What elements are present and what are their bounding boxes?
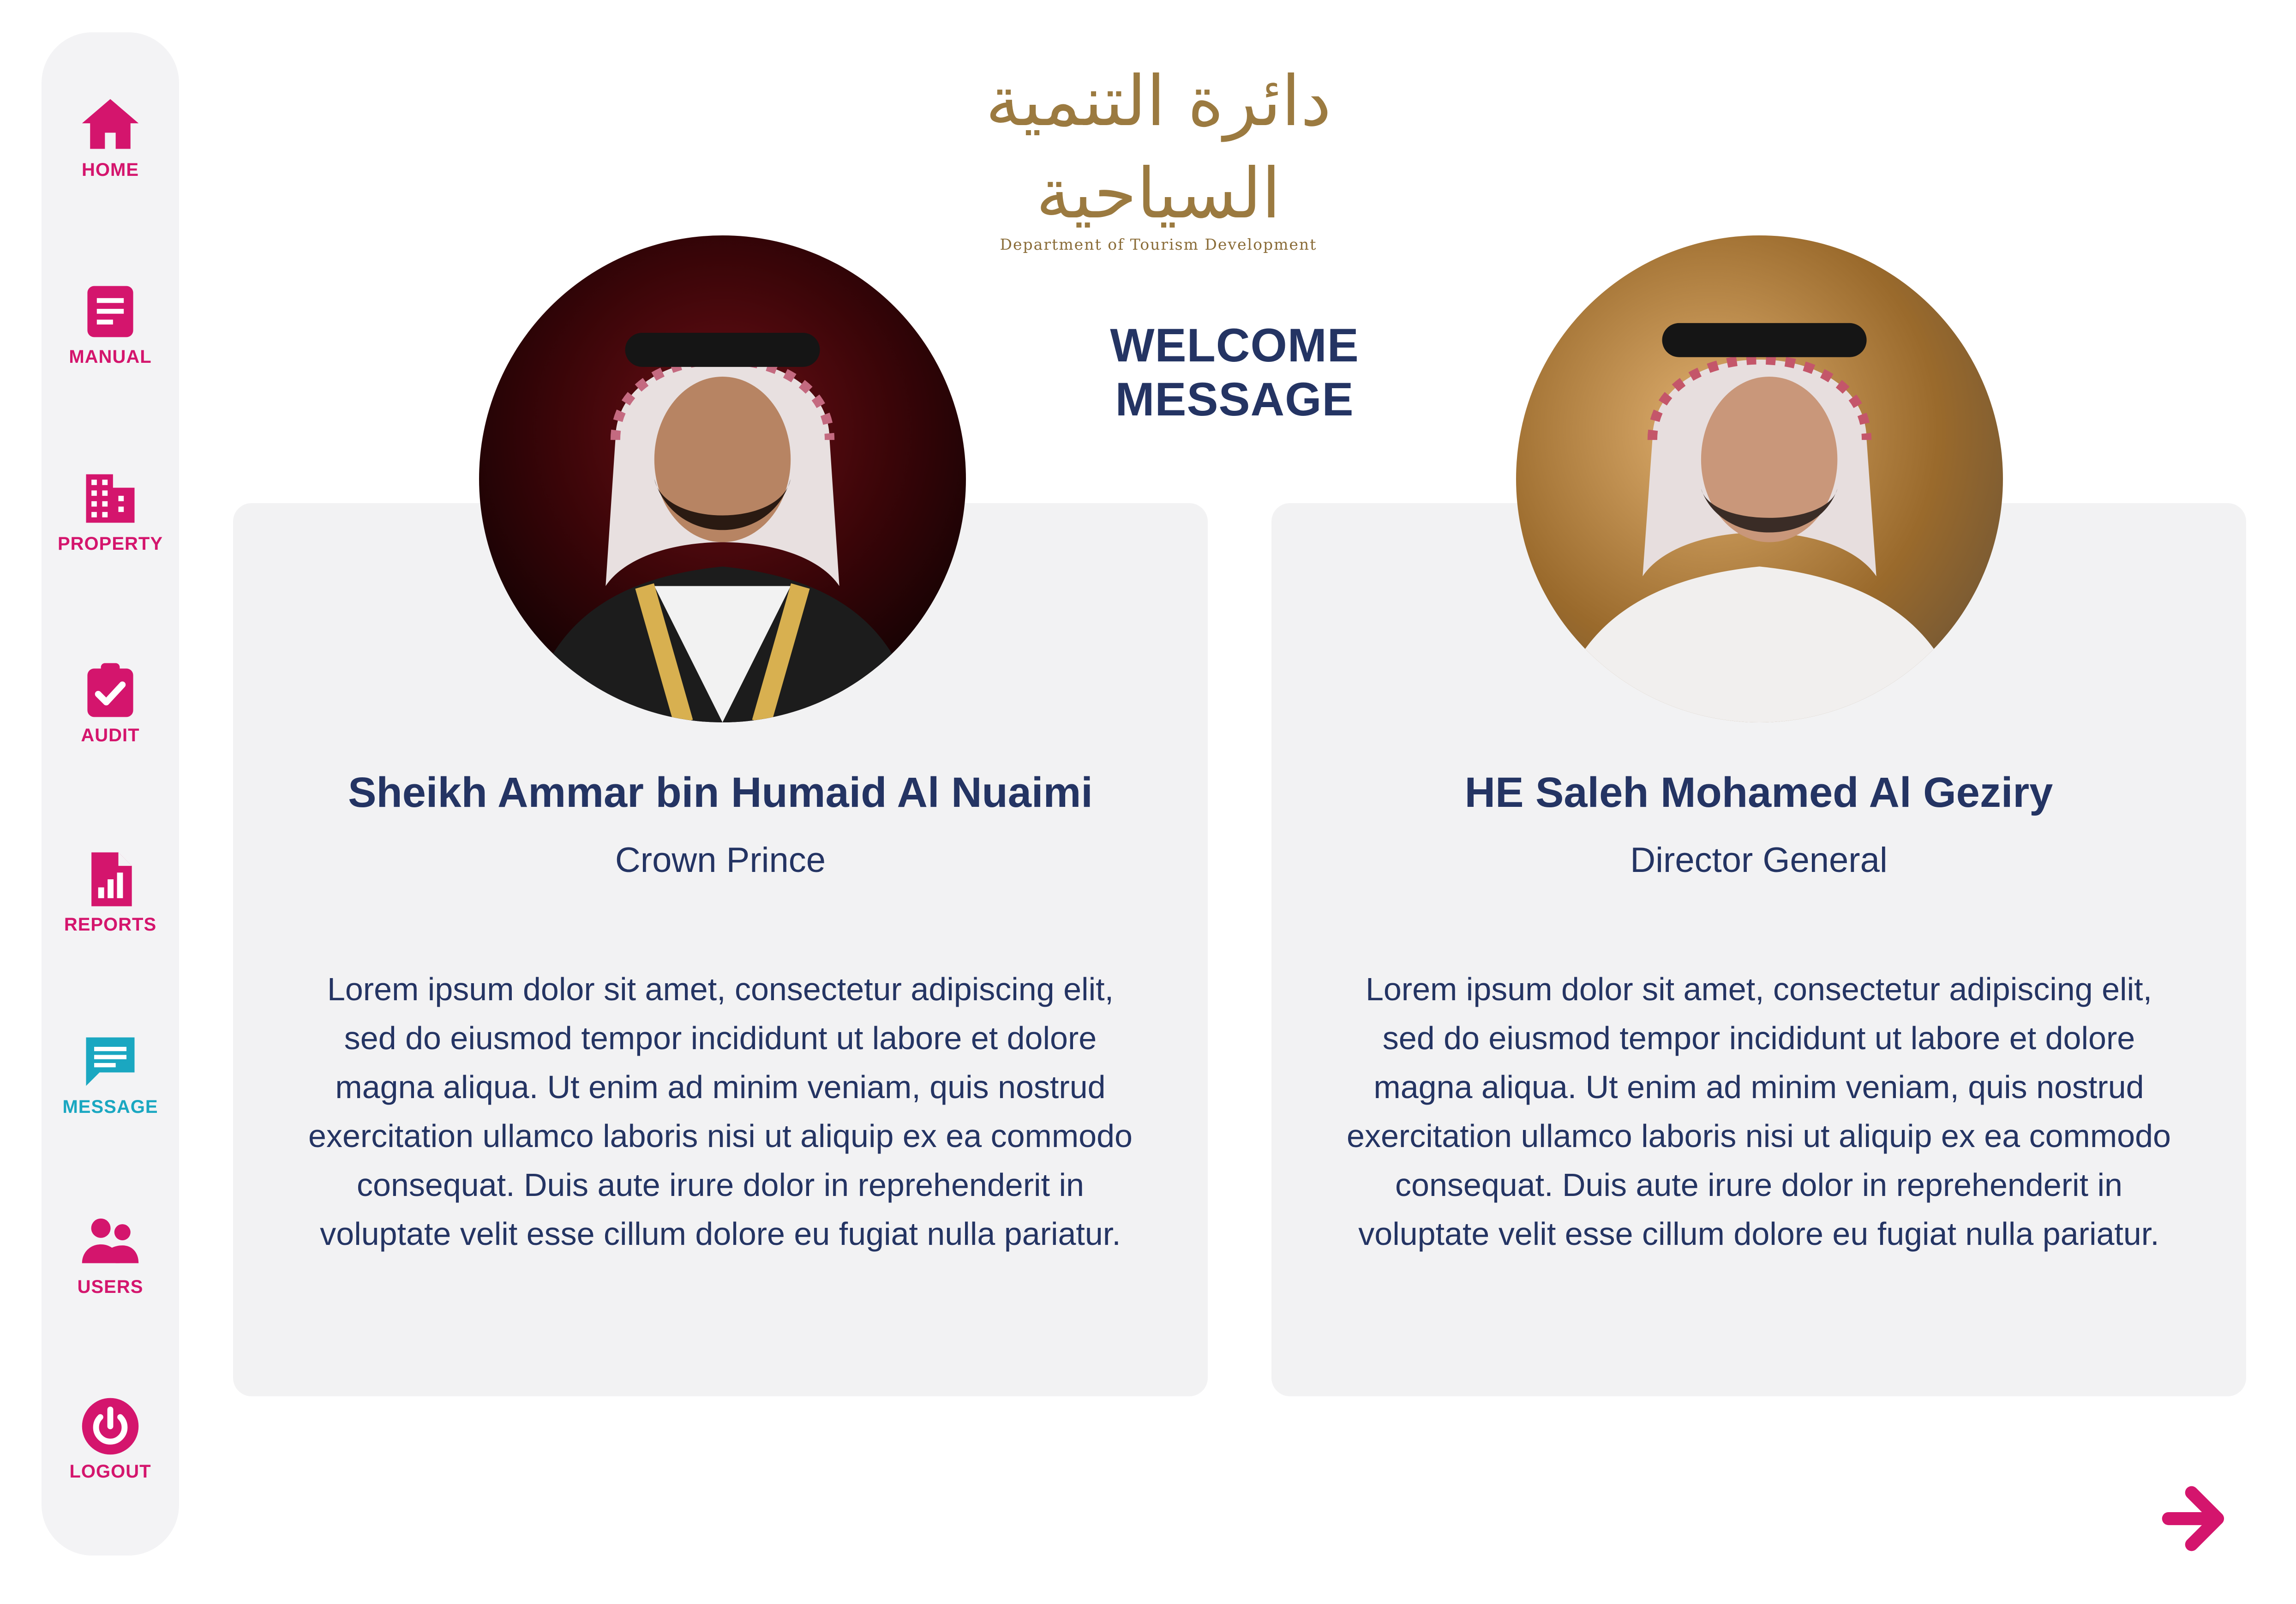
next-page-button[interactable] <box>2160 1477 2229 1560</box>
sidebar-item-label: LOGOUT <box>69 1461 151 1482</box>
report-chart-icon <box>78 847 143 912</box>
sidebar-item-label: MESSAGE <box>62 1097 158 1117</box>
sidebar-item-label: MANUAL <box>69 347 152 367</box>
card-person-name: Sheikh Ammar bin Humaid Al Nuaimi <box>348 769 1093 816</box>
portrait-crown-prince <box>479 235 966 722</box>
sidebar-item-label: AUDIT <box>81 725 140 745</box>
card-message-text: Lorem ipsum dolor sit amet, consectetur adipiscing elit, sed do eiusmod tempor incididunt ut labore et dolore magna aliqua. Ut enim ad minim veniam, quis nostrud exercitation ullamco laboris nisi ut aliquip ex ea commodo consequat. Duis aute irure dolor in reprehenderit in voluptate velit esse cillum dolore eu fugiat nulla pariatur. <box>1347 971 2171 1252</box>
logo-english-text: Department of Tourism Development <box>1000 235 1317 253</box>
sidebar-item-reports[interactable] <box>42 847 179 935</box>
sidebar-item-label: HOME <box>82 160 139 180</box>
card-message-text: Lorem ipsum dolor sit amet, consectetur adipiscing elit, sed do eiusmod tempor incididunt ut labore et dolore magna aliqua. Ut enim ad minim veniam, quis nostrud exercitation ullamco laboris nisi ut aliquip ex ea commodo consequat. Duis aute irure dolor in reprehenderit in voluptate velit esse cillum dolore eu fugiat nulla pariatur. <box>308 971 1133 1252</box>
card-person-role: Crown Prince <box>615 841 826 880</box>
sidebar-item-label: REPORTS <box>64 914 157 935</box>
document-icon <box>78 279 143 344</box>
sidebar-item-property[interactable] <box>42 466 179 554</box>
card-person-role: Director General <box>1630 841 1888 880</box>
card-person-name: HE Saleh Mohamed Al Geziry <box>1464 769 2053 816</box>
clipboard-check-icon <box>78 658 143 722</box>
sidebar <box>42 32 179 1556</box>
home-icon <box>78 92 143 157</box>
sidebar-item-users[interactable] <box>42 1209 179 1298</box>
sidebar-item-message[interactable] <box>42 1029 179 1117</box>
sidebar-item-home[interactable] <box>42 92 179 180</box>
tourism-department-logo <box>969 55 1348 253</box>
sidebar-item-audit[interactable] <box>42 658 179 746</box>
person-portrait-icon <box>479 235 966 722</box>
power-icon <box>78 1394 143 1459</box>
page-title: WELCOME MESSAGE <box>1110 319 1359 426</box>
users-icon <box>78 1209 143 1274</box>
building-icon <box>78 466 143 531</box>
sidebar-item-label: PROPERTY <box>57 534 163 554</box>
message-icon <box>78 1029 143 1094</box>
sidebar-item-logout[interactable] <box>42 1394 179 1482</box>
sidebar-item-manual[interactable] <box>42 279 179 367</box>
logo-arabic-text: دائرة التنمية السياحية <box>985 61 1331 234</box>
portrait-director-general <box>1516 235 2003 722</box>
sidebar-item-label: USERS <box>77 1277 144 1297</box>
arrow-right-icon <box>2160 1477 2229 1560</box>
person-portrait-icon <box>1516 235 2003 722</box>
